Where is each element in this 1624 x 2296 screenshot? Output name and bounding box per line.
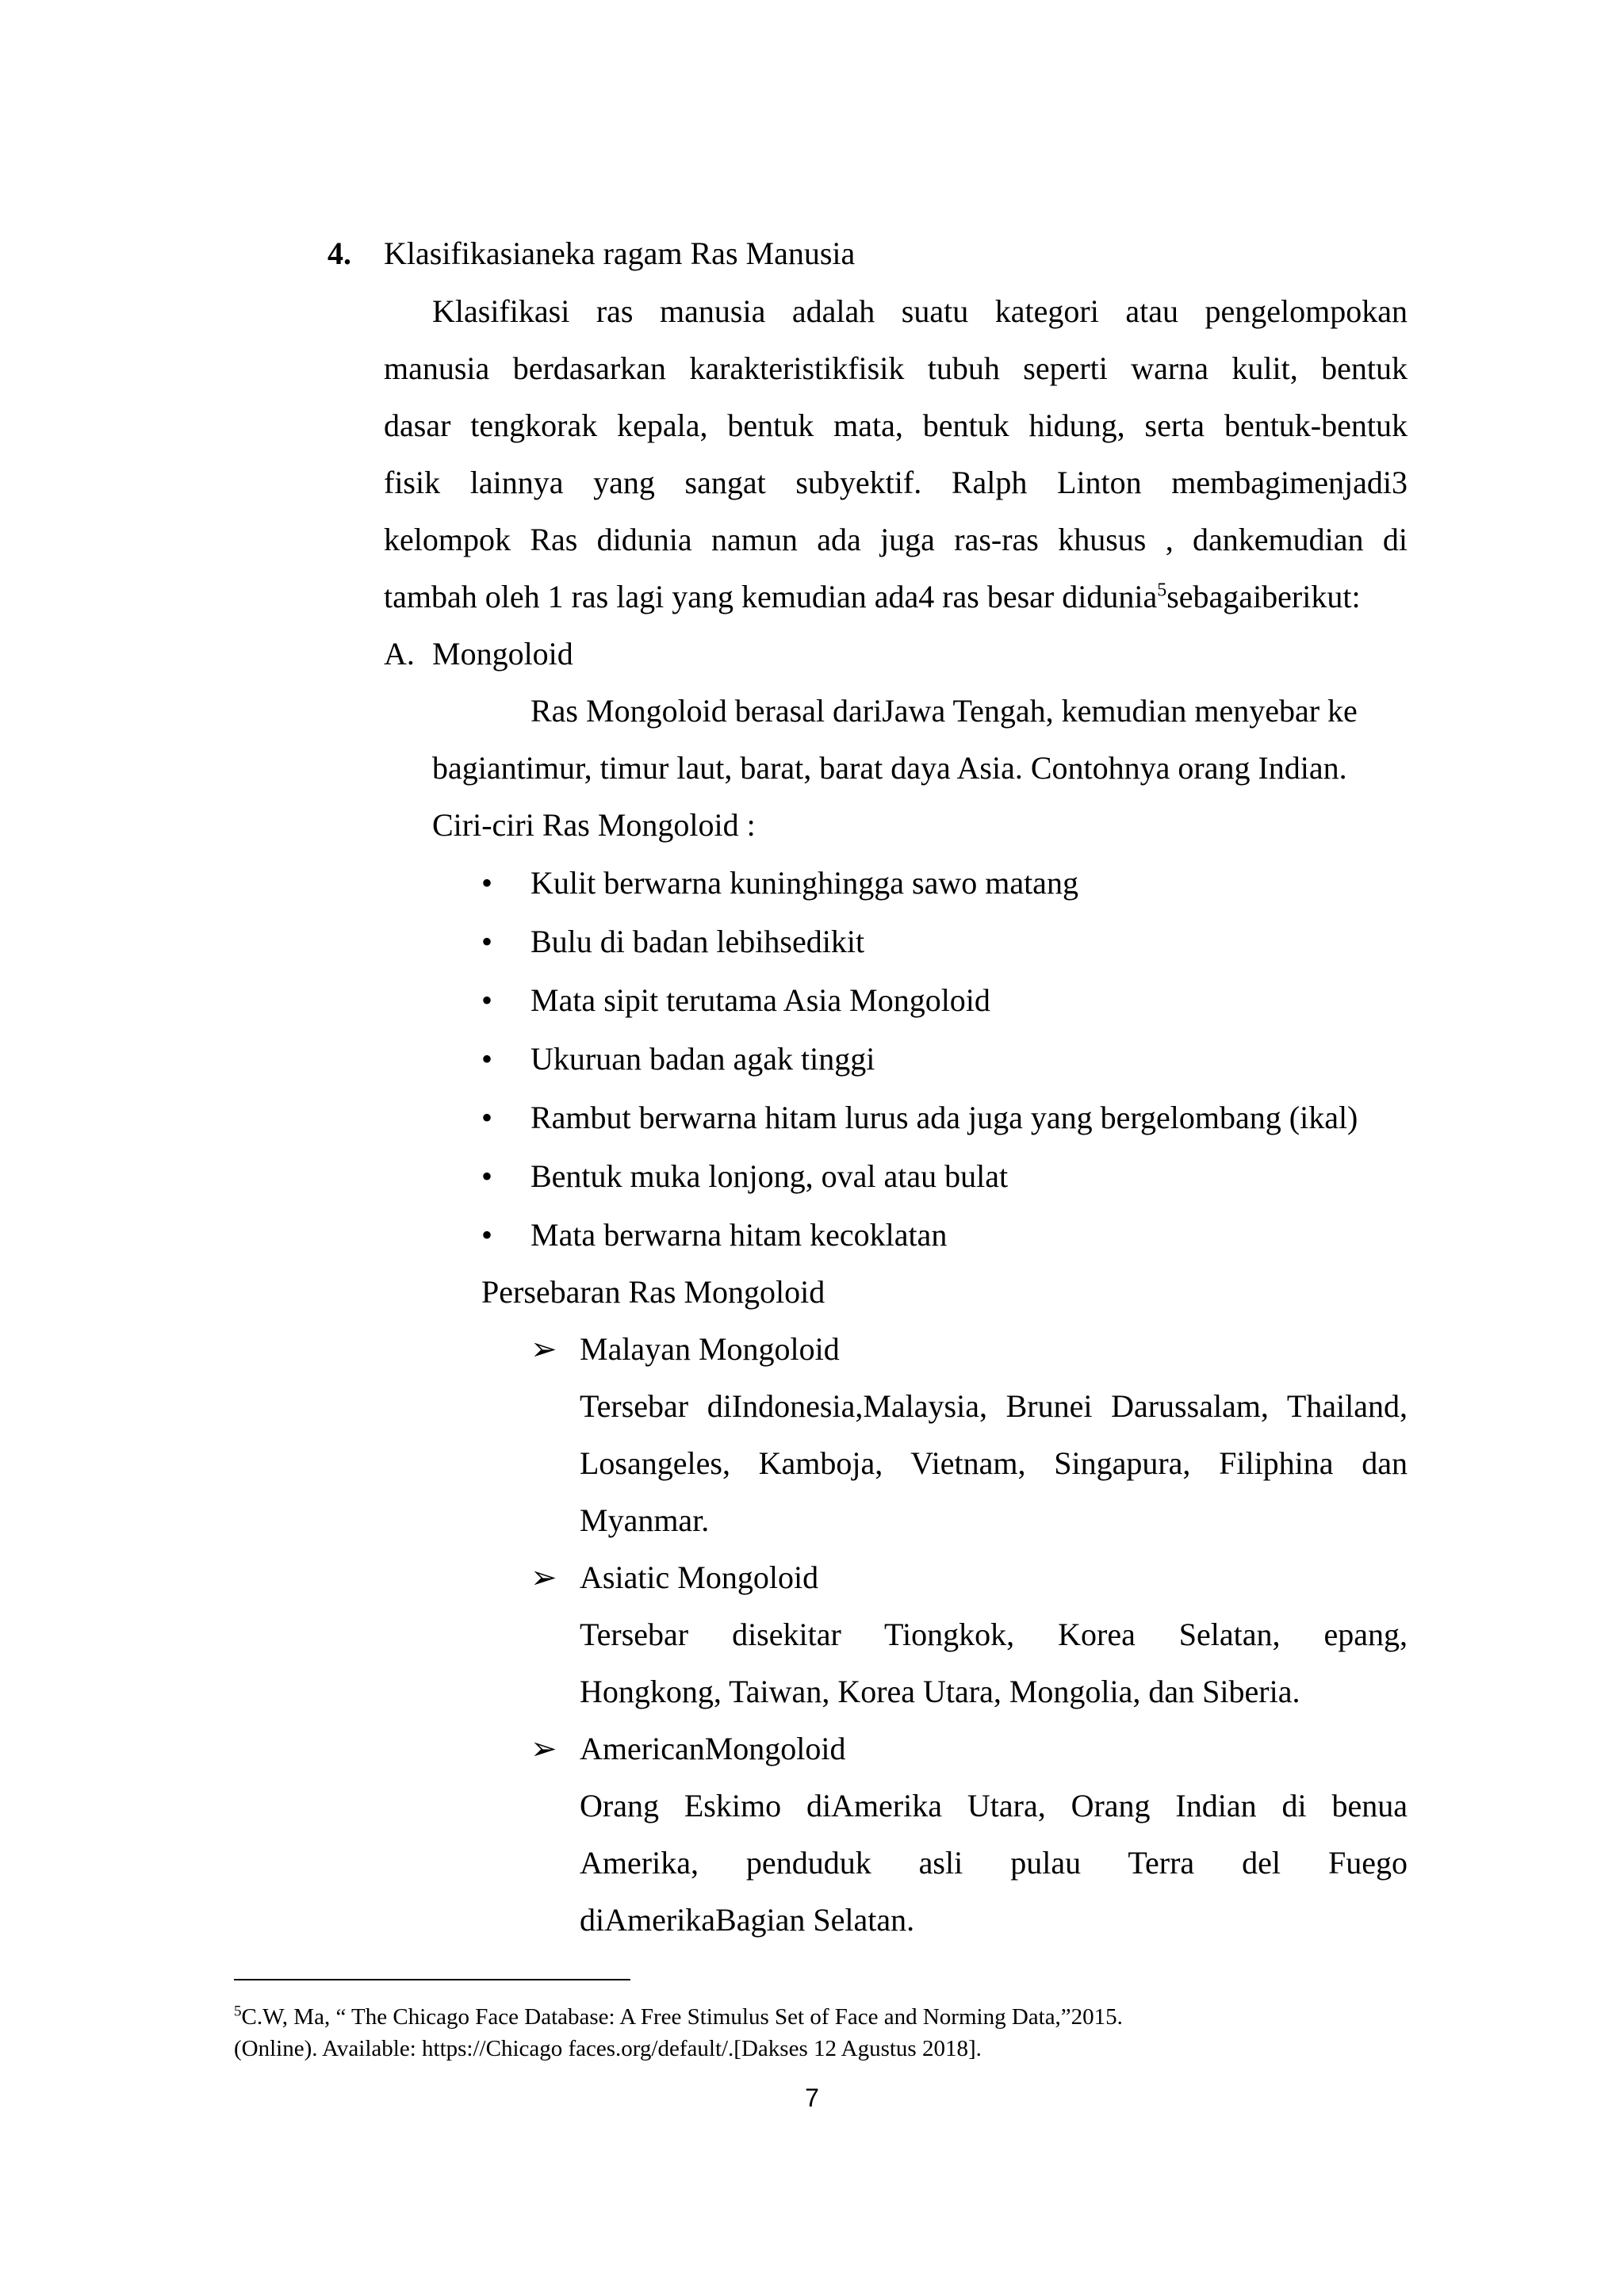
section-title: Klasifikasianeka ragam Ras Manusia bbox=[384, 235, 856, 271]
subsection-letter: A. bbox=[384, 636, 415, 672]
ciri-item: Ukuruan badan agak tinggi bbox=[530, 1041, 875, 1077]
mongoloid-para-line-2: bagiantimur, timur laut, barat, barat daya Asia. Contohnya orang Indian. bbox=[432, 750, 1347, 786]
persebaran-line: Myanmar. bbox=[580, 1502, 710, 1538]
ciri-item: Mata sipit terutama Asia Mongoloid bbox=[530, 982, 990, 1018]
persebaran-line: Tersebar disekitar Tiongkok, Korea Selatan, epang, bbox=[580, 1617, 1408, 1652]
footnote-ref: 5 bbox=[1157, 580, 1167, 601]
persebaran-item-name: Malayan Mongoloid bbox=[580, 1331, 840, 1367]
footnote-line-1 bbox=[234, 2001, 1123, 2033]
footnote-divider bbox=[234, 1979, 630, 1980]
arrow-bullet-icon: ➢ bbox=[530, 1731, 557, 1766]
persebaran-item-name: Asiatic Mongoloid bbox=[580, 1559, 819, 1595]
bullet-icon: • bbox=[481, 924, 493, 959]
mongoloid-para-line-1: Ras Mongoloid berasal dariJawa Tengah, kemudian menyebar ke bbox=[530, 693, 1358, 729]
footnote-text: C.W, Ma, “ The Chicago Face Database: A Free Stimulus Set of Face and Norming Data,”2015. bbox=[241, 2004, 1123, 2030]
ciri-heading: Ciri-ciri Ras Mongoloid : bbox=[432, 807, 756, 843]
persebaran-line: Tersebar diIndonesia,Malaysia, Brunei Darussalam, Thailand, bbox=[580, 1388, 1408, 1424]
intro-line-6-tail: sebagaiberikut: bbox=[1166, 579, 1361, 614]
subsection-title: Mongoloid bbox=[432, 636, 573, 672]
bullet-icon: • bbox=[481, 1217, 493, 1253]
bullet-icon: • bbox=[481, 865, 493, 901]
section-number: 4. bbox=[327, 235, 351, 271]
footnote-line-2: (Online). Available: https://Chicago faces.org/default/.[Dakses 12 Agustus 2018]. bbox=[234, 2036, 982, 2061]
persebaran-line: Hongkong, Taiwan, Korea Utara, Mongolia, dan Siberia. bbox=[580, 1674, 1300, 1709]
intro-line-6 bbox=[384, 568, 1361, 626]
persebaran-line: Amerika, penduduk asli pulau Terra del Fuego bbox=[580, 1845, 1408, 1881]
intro-line-3: dasar tengkorak kepala, bentuk mata, bentuk hidung, serta bentuk-bentuk bbox=[384, 408, 1408, 443]
ciri-item: Bentuk muka lonjong, oval atau bulat bbox=[530, 1158, 1009, 1194]
persebaran-heading: Persebaran Ras Mongoloid bbox=[481, 1274, 825, 1310]
ciri-item: Rambut berwarna hitam lurus ada juga yang bergelombang (ikal) bbox=[530, 1100, 1358, 1135]
persebaran-line: Losangeles, Kamboja, Vietnam, Singapura, Filiphina dan bbox=[580, 1445, 1408, 1481]
persebaran-line: diAmerikaBagian Selatan. bbox=[580, 1902, 915, 1938]
intro-line-5: kelompok Ras didunia namun ada juga ras-ras khusus , dankemudian di bbox=[384, 522, 1408, 557]
intro-line-1: Klasifikasi ras manusia adalah suatu kategori atau pengelompokan bbox=[432, 293, 1408, 329]
intro-line-4: fisik lainnya yang sangat subyektif. Ralph Linton membagimenjadi3 bbox=[384, 465, 1408, 500]
intro-line-2: manusia berdasarkan karakteristikfisik tubuh seperti warna kulit, bentuk bbox=[384, 350, 1408, 386]
bullet-icon: • bbox=[481, 1158, 493, 1194]
persebaran-item-name: AmericanMongoloid bbox=[580, 1731, 846, 1766]
bullet-icon: • bbox=[481, 1100, 493, 1135]
bullet-icon: • bbox=[481, 982, 493, 1018]
intro-line-6-text: tambah oleh 1 ras lagi yang kemudian ada4 ras besar didunia bbox=[384, 579, 1158, 614]
page-number: 7 bbox=[805, 2084, 819, 2112]
ciri-item: Mata berwarna hitam kecoklatan bbox=[530, 1217, 948, 1253]
arrow-bullet-icon: ➢ bbox=[530, 1331, 557, 1367]
bullet-icon: • bbox=[481, 1041, 493, 1077]
ciri-item: Kulit berwarna kuninghingga sawo matang bbox=[530, 865, 1078, 901]
arrow-bullet-icon: ➢ bbox=[530, 1559, 557, 1595]
footnote-marker: 5 bbox=[234, 2003, 242, 2020]
ciri-item: Bulu di badan lebihsedikit bbox=[530, 924, 865, 959]
persebaran-line: Orang Eskimo diAmerika Utara, Orang Indian di benua bbox=[580, 1788, 1408, 1823]
